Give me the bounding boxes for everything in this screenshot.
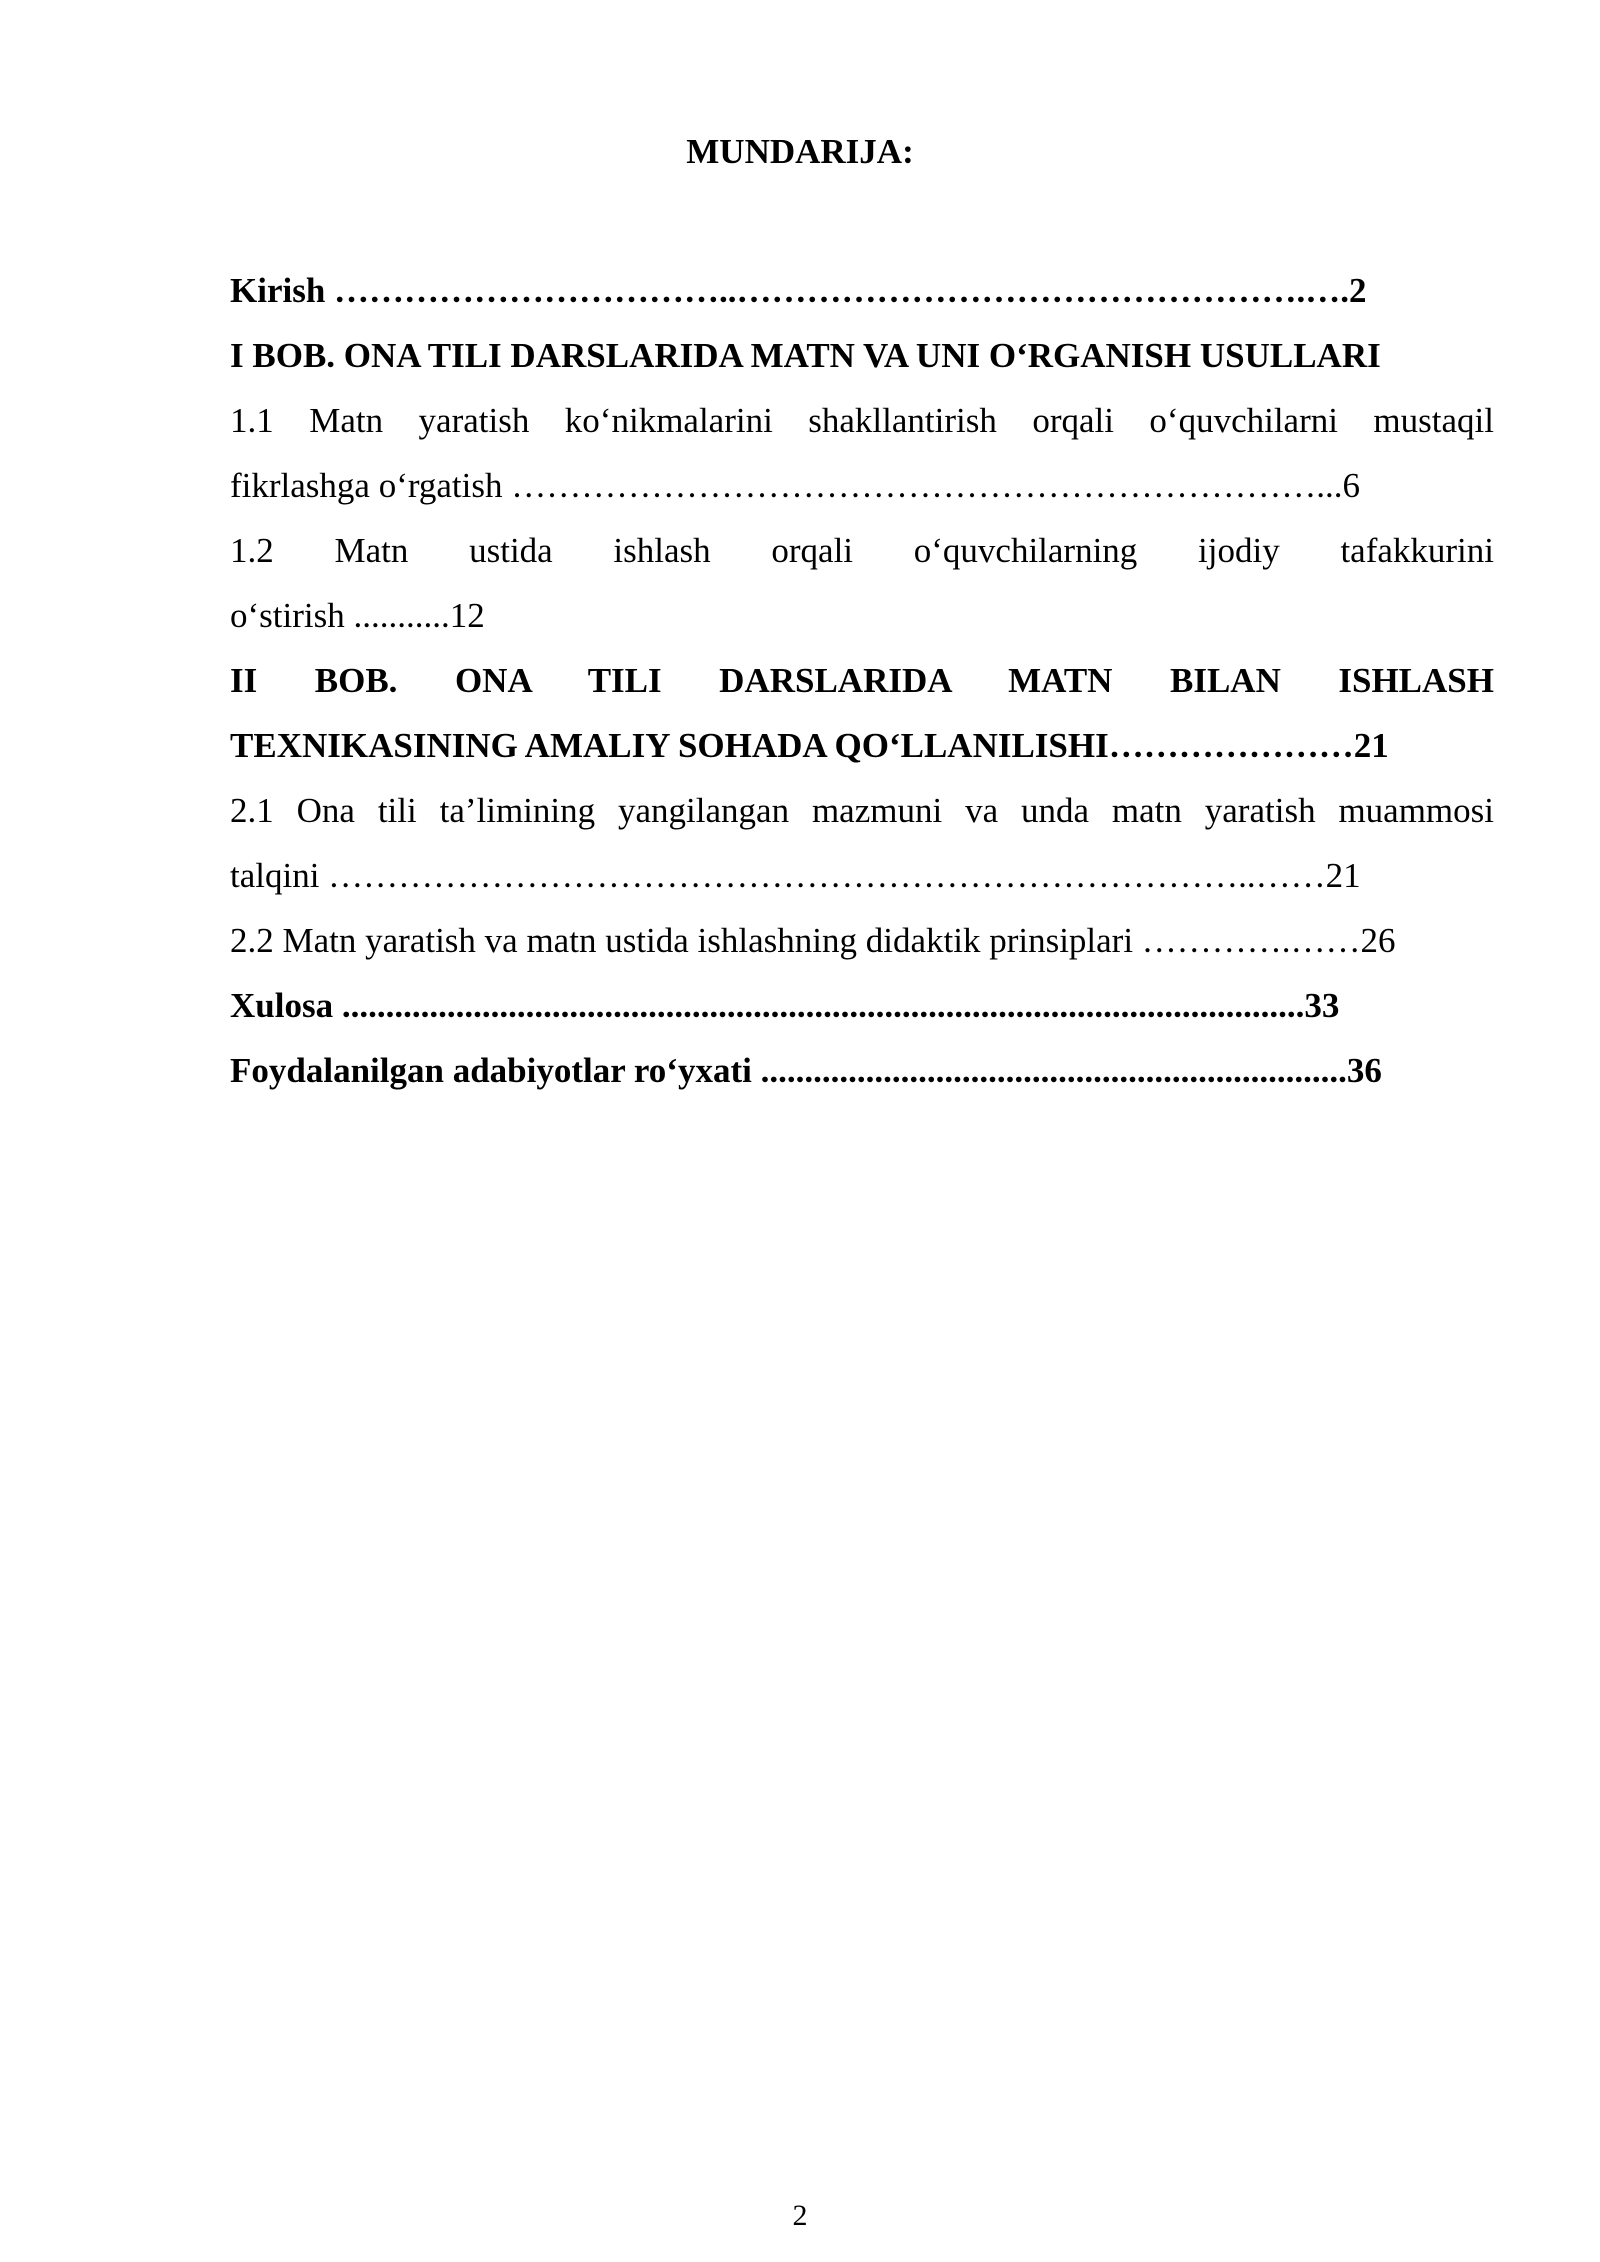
toc-entry-text: I BOB. ONA TILI DARSLARIDA MATN VA UNI O‘RGANISH USULLARI <box>230 336 1381 375</box>
toc-entry-chapter-2[interactable] <box>230 648 1494 778</box>
toc-entry-text: II BOB. ONA TILI DARSLARIDA MATN BILAN ISHLASH <box>230 661 1494 700</box>
toc-entry-text-continued: TEXNIKASINING AMALIY SOHADA QO‘LLANILISHI…………………21 <box>230 726 1389 765</box>
toc-entry-text-continued: fikrlashga o‘rgatish ……………………………………………………………...6 <box>230 466 1360 505</box>
toc-entry-text: 2.2 Matn yaratish va matn ustida ishlashning didaktik prinsiplari ………….……26 <box>230 921 1396 960</box>
toc-entry-section-1-1[interactable] <box>230 388 1494 518</box>
toc-entry-text: Foydalanilgan adabiyotlar ro‘yxati ...................................................................36 <box>230 1051 1382 1090</box>
toc-entry-text: 1.2 Matn ustida ishlash orqali o‘quvchilarning ijodiy tafakkurini <box>230 531 1494 570</box>
toc-entry-section-1-2[interactable] <box>230 518 1494 648</box>
toc-entry-kirish[interactable] <box>230 258 1494 323</box>
toc-entry-section-2-1[interactable] <box>230 778 1494 908</box>
page-title: MUNDARIJA: <box>686 132 914 171</box>
toc-entry-text: 1.1 Matn yaratish ko‘nikmalarini shakllantirish orqali o‘quvchilarni mustaqil <box>230 401 1494 440</box>
toc-entry-text-continued: talqini ……………………………………………………………………..……21 <box>230 856 1361 895</box>
toc-entry-section-2-2[interactable] <box>230 908 1494 973</box>
toc-entry-text: Xulosa ..............................................................................................................33 <box>230 986 1340 1025</box>
toc-entry-chapter-1[interactable] <box>230 323 1494 388</box>
page-number: 2 <box>792 2199 808 2232</box>
table-of-contents <box>230 258 1494 1103</box>
toc-entry-text-continued: o‘stirish ...........12 <box>230 596 485 635</box>
toc-entry-xulosa[interactable] <box>230 973 1494 1038</box>
toc-entry-text: 2.1 Ona tili ta’limining yangilangan mazmuni va unda matn yaratish muammosi <box>230 791 1494 830</box>
toc-entry-text: Kirish ……………………………..………………………………………….….2 <box>230 271 1367 310</box>
toc-entry-adabiyotlar[interactable] <box>230 1038 1494 1103</box>
